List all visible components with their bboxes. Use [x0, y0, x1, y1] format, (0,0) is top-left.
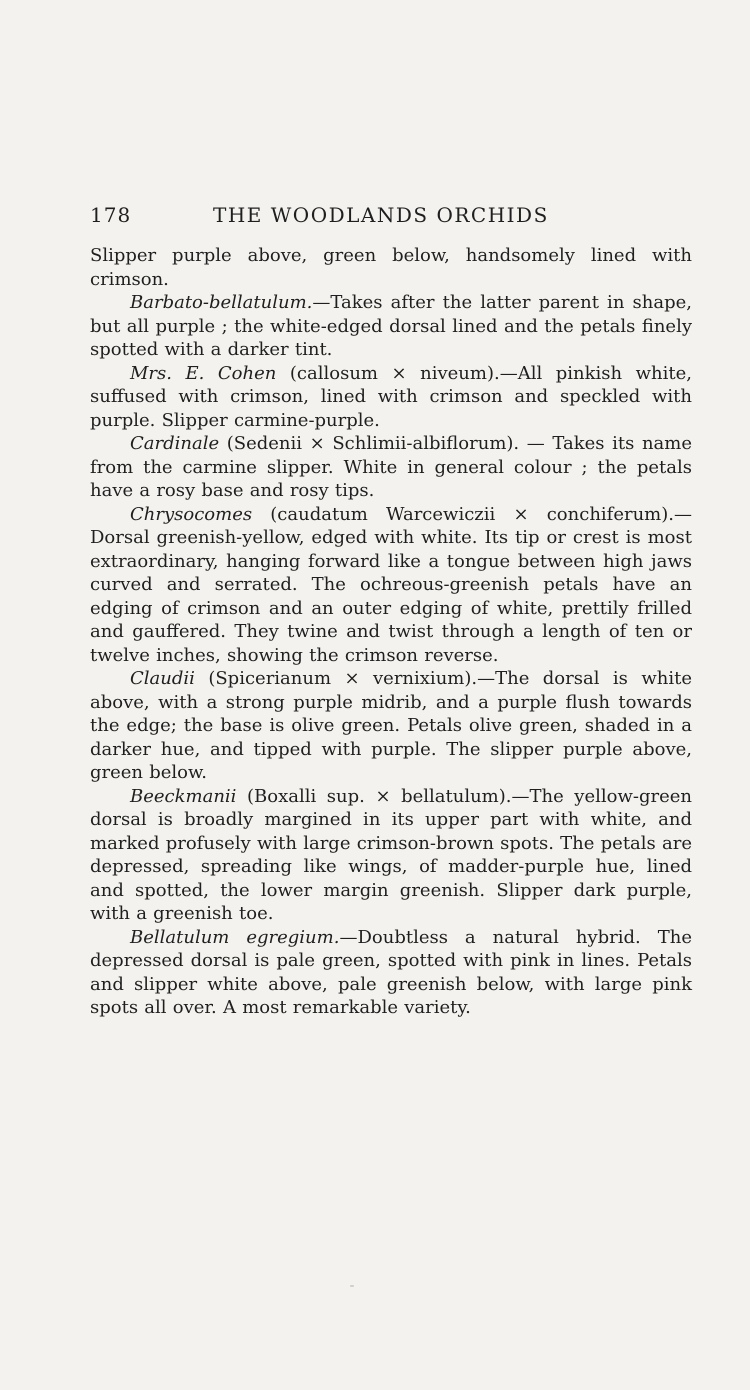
hybrid-description: (callosum × niveum).—All pinkish white, suffused with crimson, lined with crimson and speckled with purple. Slipper carmine-purple.: [90, 362, 693, 431]
hybrid-entry-chrysocomes: [90, 503, 692, 668]
hybrid-description: (Spicerianum × vernixium).—The dorsal is white above, with a strong purple midrib, and a purple flush towards the edge; the base is olive green. Petals olive green, shaded in a darker hue, and tipped with purple. The slipper purple above, green below.: [90, 668, 692, 783]
page-body: [90, 244, 692, 1020]
page-header: [90, 198, 700, 232]
hybrid-description: (Sedenii × Schlimii-albiflorum). — Takes its name from the carmine slipper. White in general colour ; the petals have a rosy base and rosy tips.: [90, 433, 692, 501]
hybrid-name: Cardinale: [130, 433, 220, 454]
hybrid-name: Claudii: [130, 668, 195, 689]
hybrid-name: Chrysocomes: [130, 503, 253, 525]
paper-speck: [350, 1285, 354, 1287]
hybrid-entry-mrs-e-cohen: [90, 362, 692, 433]
continued-paragraph: Slipper purple above, green below, handsomely lined with crimson.: [90, 245, 692, 290]
hybrid-name: Beeckmanii: [130, 785, 237, 807]
hybrid-description: (caudatum Warcewiczii × conchiferum).— Dorsal greenish-yellow, edged with white. Its tip or crest is most extraordinary, hanging forward like a tongue between high jaws curved and serrated. The ochreous-greenish petals have an edging of crimson and an outer edging of white, prettily frilled and gauffered. They twine and twist through a length of ten or twelve inches, showing the crimson reverse.: [90, 503, 692, 666]
hybrid-entry-bellatulum-egregium: [90, 926, 692, 1020]
hybrid-name: Barbato-bellatulum.: [130, 292, 313, 313]
hybrid-description: —Doubtless a natural hybrid. The depressed dorsal is pale green, spotted with pink in lines. Petals and slipper white above, pale greenish below, with large pink spots all over. A most remarkable variety.: [90, 926, 692, 1018]
hybrid-entry-barbato-bellatulum: [90, 291, 692, 362]
hybrid-entry-beeckmanii: [90, 785, 692, 926]
hybrid-name: Bellatulum egregium.: [130, 926, 340, 948]
hybrid-entry-cardinale: [90, 432, 692, 503]
hybrid-description: —Takes after the latter parent in shape, but all purple ; the white-edged dorsal lined and the petals finely spotted with a darker tint.: [90, 292, 692, 360]
page-number: 178: [90, 203, 132, 227]
hybrid-entry-claudii: [90, 667, 692, 785]
hybrid-name: Mrs. E. Cohen: [130, 362, 277, 384]
running-head: THE WOODLANDS ORCHIDS: [213, 203, 549, 227]
hybrid-description: (Boxalli sup. × bellatulum).—The yellow-green dorsal is broadly margined in its upper part with white, and marked profusely with large crimson-brown spots. The petals are depressed, spreading like wings, of madder-purple hue, lined and spotted, the lower margin greenish. Slipper dark purple, with a greenish toe.: [90, 785, 692, 924]
